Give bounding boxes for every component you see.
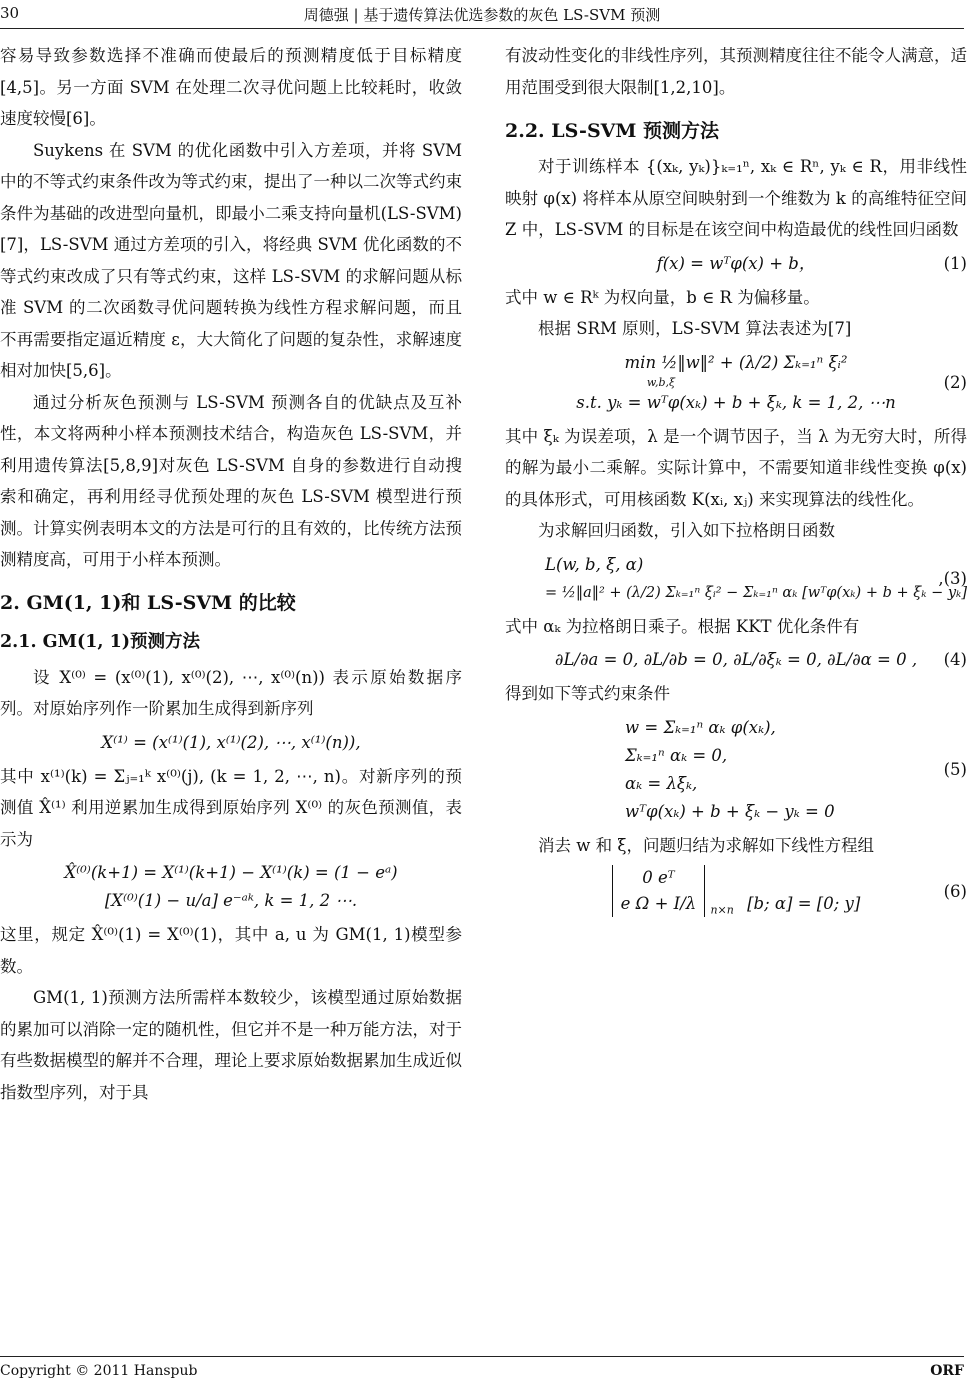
equation-line: f(x) = wᵀφ(x) + b， [656, 253, 816, 273]
page-footer [0, 1356, 964, 1385]
equation-number: (4) [943, 650, 967, 669]
journal-label: ORF [930, 1363, 964, 1379]
section-heading: 2. GM(1, 1)和 LS-SVM 的比较 [0, 591, 296, 614]
paragraph: GM(1, 1)预测方法所需样本数较少，该模型通过原始数据的累加可以消除一定的随机性，但它并不是一种万能方法，对于有些数据模型的解并不合理，理论上要求原始数据累加生成近似指数型序列，对于具 [0, 988, 462, 1102]
right-column [505, 40, 967, 922]
equation-line: wᵀφ(xₖ) + b + ξₖ − yₖ = 0 [625, 801, 835, 821]
equation-number: (5) [943, 759, 967, 779]
equation-3 [505, 551, 967, 607]
equation-number: ,(3) [938, 568, 967, 588]
matrix-rhs: [b; α] = [0; y] [747, 894, 861, 913]
running-header [0, 0, 964, 29]
equation-line: w = Σₖ₌₁ⁿ αₖ φ(xₖ), [625, 717, 776, 737]
matrix-row: 0 eᵀ [642, 868, 675, 887]
paragraph: 设 X⁽⁰⁾ = (x⁽⁰⁾(1), x⁽⁰⁾(2), ⋯, x⁽⁰⁾(n)) 表示原始数据序列。对原始序列作一阶累加生成得到新序列 [0, 667, 462, 718]
paragraph: 式中 αₖ 为拉格朗日乘子。根据 KKT 优化条件有 [505, 616, 860, 636]
left-column [0, 40, 462, 1108]
copyright: Copyright © 2011 Hanspub [0, 1363, 198, 1379]
subsection-heading: 2.2. LS-SVM 预测方法 [505, 120, 720, 142]
equation-number: (6) [943, 881, 967, 901]
equation-line: s.t. yₖ = wᵀφ(xₖ) + b + ξₖ, k = 1, 2, ⋯n [576, 392, 896, 412]
paragraph: 这里，规定 X̂⁽⁰⁾(1) = X⁽⁰⁾(1)，其中 a, u 为 GM(1, 1)模型参数。 [0, 925, 462, 976]
matrix-row: e Ω + I/λ [620, 894, 697, 913]
paragraph: 其中 ξₖ 为误差项，λ 是一个调节因子，当 λ 为无穷大时，所得的解为最小二乘解。实际计算中，不需要知道非线性变换 φ(x) 的具体形式，可用核函数 K(xᵢ, xⱼ) 来实现算法的线性化。 [505, 426, 967, 509]
equation-line: min ½‖w‖² + (λ/2) Σₖ₌₁ⁿ ξᵢ² [624, 352, 848, 372]
equation-1 [505, 250, 967, 278]
paragraph: Suykens 在 SVM 的优化函数中引入方差项，并将 SVM 中的不等式约束条件改为等式约束，提出了一种以二次等式约束条件为基础的改进型向量机，即最小二乘支持向量机(LS-SVM)[7]，LS-SVM 通过方差项的引入，将经典 SVM 优化函数的不等式约束改成了只有等式约束，这样 LS-SVM 的求解问题从标准 SVM 的二次函数寻优问题转换为线性方程求解问题，而且不再需要指定逼近精度 ε，大大简化了问题的复杂性，求解速度相对加快[5,6]。 [0, 140, 462, 380]
equation [0, 729, 462, 757]
matrix-subscript: n×n [710, 903, 734, 917]
paragraph: 通过分析灰色预测与 LS-SVM 预测各自的优缺点及互补性，本文将两种小样本预测技术结合，构造灰色 LS-SVM，并利用遗传算法[5,8,9]对灰色 LS-SVM 自身的参数进行自动搜索和确定，再利用经寻优预处理的灰色 LS-SVM 模型进行预测。计算实例表明本文的方法是可行的且有效的，比传统方法预测精度高，可用于小样本预测。 [0, 392, 462, 569]
paragraph: 容易导致参数选择不准确而使最后的预测精度低于目标精度[4,5]。另一方面 SVM 在处理二次寻优问题上比较耗时，收敛速度较慢[6]。 [0, 46, 462, 128]
equation-line: Σₖ₌₁ⁿ αₖ = 0, [625, 745, 728, 765]
equation-6 [505, 865, 967, 918]
equation-subscript: w,b,ξ [646, 375, 676, 389]
equation-line: [X⁽⁰⁾(1) − u/a] e⁻ᵃᵏ, k = 1, 2 ⋯. [104, 891, 358, 910]
equation-line: αₖ = λξₖ, [625, 773, 698, 793]
equation-line: X̂⁽⁰⁾(k+1) = X⁽¹⁾(k+1) − X⁽¹⁾(k) = (1 − eᵃ) [64, 863, 398, 882]
paragraph: 有波动性变化的非线性序列，其预测精度往往不能令人满意，适用范围受到很大限制[1,2,10]。 [505, 46, 967, 97]
equation-number: (2) [943, 372, 967, 392]
paragraph: 为求解回归函数，引入如下拉格朗日函数 [538, 521, 835, 540]
paragraph: 得到如下等式约束条件 [505, 684, 670, 703]
equation [0, 859, 462, 915]
paragraph: 式中 w ∈ Rᵏ 为权向量，b ∈ R 为偏移量。 [505, 287, 820, 307]
paragraph: 对于训练样本 {(xₖ, yₖ)}ₖ₌₁ⁿ, xₖ ∈ Rⁿ, yₖ ∈ R，用非线性映射 φ(x) 将样本从原空间映射到一个维数为 k 的高维特征空间 Z 中，LS-SVM 的目标是在该空间中构造最优的线性回归函数 [505, 157, 967, 239]
equation-2 [505, 349, 967, 417]
paragraph: 根据 SRM 原则，LS-SVM 算法表述为[7] [538, 319, 852, 338]
equation-line: ∂L/∂a = 0, ∂L/∂b = 0, ∂L/∂ξₖ = 0, ∂L/∂α = 0 , [554, 650, 918, 669]
equation-line: L(w, b, ξ, α) [545, 554, 644, 574]
subsection-heading: 2.1. GM(1, 1)预测方法 [0, 631, 201, 652]
page-number: 30 [0, 4, 20, 22]
matrix [612, 865, 706, 917]
equation-line: = ½‖a‖² + (λ/2) Σₖ₌₁ⁿ ξᵢ² − Σₖ₌₁ⁿ αₖ [wᵀφ(xₖ) + b + ξₖ − yₖ] [545, 584, 967, 601]
paragraph: 消去 w 和 ξ，问题归结为求解如下线性方程组 [538, 835, 874, 855]
paragraph: 其中 x⁽¹⁾(k) = Σⱼ₌₁ᵏ x⁽⁰⁾(j), (k = 1, 2, ⋯, n)。对新序列的预测值 X̂⁽¹⁾ 利用逆累加生成得到原始序列 X⁽⁰⁾ 的灰色预测值，表示为 [0, 766, 462, 849]
equation-4 [505, 646, 967, 674]
equation-number: (1) [943, 253, 967, 273]
equation-line: X⁽¹⁾ = (x⁽¹⁾(1), x⁽¹⁾(2), ⋯, x⁽¹⁾(n)), [101, 732, 361, 752]
equation-5 [505, 714, 967, 826]
running-title: 周德强 | 基于遗传算法优选参数的灰色 LS-SVM 预测 [303, 6, 661, 24]
